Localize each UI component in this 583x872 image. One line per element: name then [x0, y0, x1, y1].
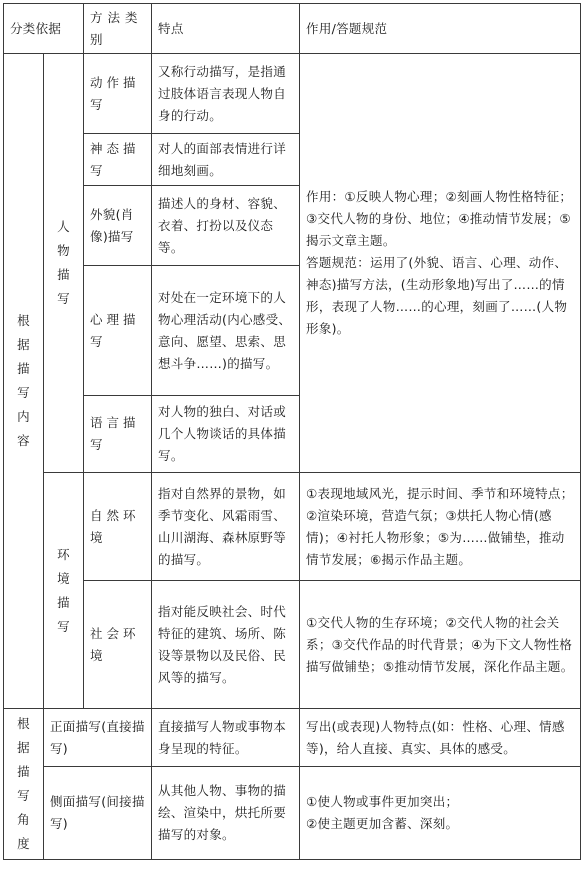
character-note-cell — [300, 54, 581, 473]
header-effect: 作用/答题规范 — [300, 4, 581, 54]
method-cell: 正面描写(直接描写) — [44, 709, 152, 767]
feature-cell: 又称行动描写，是指通过肢体语言表现人物自身的行动。 — [152, 54, 300, 134]
feature-cell: 描述人的身材、容貌、衣着、打扮以及仪态等。 — [152, 186, 300, 266]
character-effect-text: 作用：①反映人物心理；②刻画人物性格特征；③交代人物的身份、地位；④推动情节发展；⑤揭示文章主题。 — [306, 189, 573, 248]
table-row — [4, 767, 581, 860]
table-row — [4, 54, 581, 134]
character-answer-text: 答题规范：运用了(外貌、语言、心理、动作、神态)描写方法，(生动形象地)写出了……的情形，表现了人物……的心理，刻画了……(人物形象)。 — [306, 255, 568, 336]
header-feature: 特点 — [152, 4, 300, 54]
feature-cell: 从其他人物、事物的描绘、渲染中，烘托所要描写的对象。 — [152, 767, 300, 860]
feature-cell: 直接描写人物或事物本身呈现的特征。 — [152, 709, 300, 767]
method-cell: 社会环境 — [84, 581, 152, 709]
group-content: 根据描写内容 — [4, 54, 44, 709]
table-row — [4, 709, 581, 767]
method-cell: 语言描写 — [84, 396, 152, 473]
method-cell: 动作描写 — [84, 54, 152, 134]
feature-cell: 对人的面部表情进行详细地刻画。 — [152, 134, 300, 186]
feature-cell: 指对能反映社会、时代特征的建筑、场所、陈设等景物以及民俗、民风等的描写。 — [152, 581, 300, 709]
group-environment: 环境描写 — [44, 473, 84, 709]
group-character: 人物描写 — [44, 54, 84, 473]
feature-cell: 对人物的独白、对话或几个人物谈话的具体描写。 — [152, 396, 300, 473]
feature-cell: 指对自然界的景物，如季节变化、风霜雨雪、山川湖海、森林原野等的描写。 — [152, 473, 300, 581]
header-row — [4, 4, 581, 54]
writing-methods-table — [3, 3, 581, 860]
feature-cell: 对处在一定环境下的人物心理活动(内心感受、意向、愿望、思索、思想斗争……)的描写。 — [152, 266, 300, 396]
group-angle: 根据描写角度 — [4, 709, 44, 860]
method-cell: 神态描写 — [84, 134, 152, 186]
header-method: 方法类别 — [84, 4, 152, 54]
table-row — [4, 581, 581, 709]
method-cell: 侧面描写(间接描写) — [44, 767, 152, 860]
header-basis: 分类依据 — [4, 4, 84, 54]
effect-cell: ①使人物或事件更加突出； ②使主题更加含蓄、深刻。 — [300, 767, 581, 860]
method-cell: 心理描写 — [84, 266, 152, 396]
method-cell: 自然环境 — [84, 473, 152, 581]
effect-cell: 写出(或表现)人物特点(如：性格、心理、情感等)，给人直接、真实、具体的感受。 — [300, 709, 581, 767]
effect-cell: ①交代人物的生存环境；②交代人物的社会关系；③交代作品的时代背景；④为下文人物性格描写做铺垫；⑤推动情节发展，深化作品主题。 — [300, 581, 581, 709]
table-row — [4, 473, 581, 581]
effect-cell: ①表现地域风光，提示时间、季节和环境特点；②渲染环境，营造气氛；③烘托人物心情(感情)；④衬托人物形象；⑤为……做铺垫，推动情节发展；⑥揭示作品主题。 — [300, 473, 581, 581]
method-cell: 外貌(肖像)描写 — [84, 186, 152, 266]
